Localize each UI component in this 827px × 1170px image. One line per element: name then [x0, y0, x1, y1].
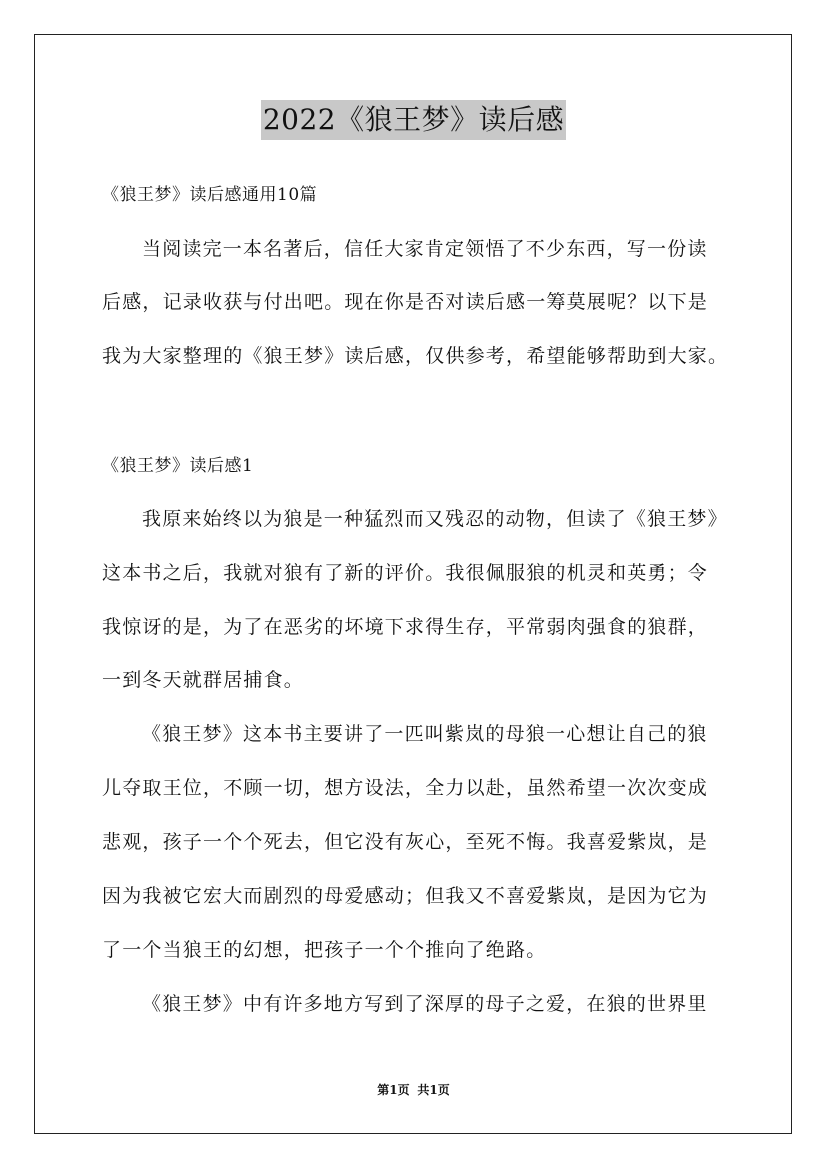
section-heading: 《狼王梦》读后感1 [102, 456, 254, 476]
para3-line-1: 《狼王梦》中有许多地方写到了深厚的母子之爱，在狼的世界里 [142, 993, 708, 1015]
footer-total-num: 1 [429, 1083, 438, 1097]
document-title: 2022《狼王梦》读后感 [261, 100, 566, 140]
page-footer [0, 1082, 827, 1098]
subtitle: 《狼王梦》读后感通用10篇 [102, 185, 318, 205]
para1-line-1: 我原来始终以为狼是一种猛烈而又残忍的动物，但读了《狼王梦》 [142, 508, 728, 530]
intro-line-3: 我为大家整理的《狼王梦》读后感，仅供参考，希望能够帮助到大家。 [102, 345, 729, 367]
para2-line-1: 《狼王梦》这本书主要讲了一匹叫紫岚的母狼一心想让自己的狼 [142, 723, 708, 745]
footer-page-num: 1 [389, 1083, 398, 1097]
footer-page-label-a: 第 [377, 1083, 390, 1097]
footer-page-label-b: 页 [397, 1083, 410, 1097]
para1-line-4: 一到冬天就群居捕食。 [102, 669, 305, 691]
intro-line-1: 当阅读完一本名著后，信任大家肯定领悟了不少东西，写一份读 [142, 238, 708, 260]
para1-line-3: 我惊讶的是，为了在恶劣的坏境下求得生存，平常弱肉强食的狼群， [102, 616, 709, 638]
footer-total-label-b: 页 [437, 1083, 450, 1097]
intro-line-2: 后感，记录收获与付出吧。现在你是否对读后感一筹莫展呢？以下是 [102, 291, 709, 313]
title-container [0, 100, 827, 140]
para2-line-3: 悲观，孩子一个个死去，但它没有灰心，至死不悔。我喜爱紫岚，是 [102, 831, 709, 853]
footer-total-label-a: 共 [417, 1083, 430, 1097]
para1-line-2: 这本书之后，我就对狼有了新的评价。我很佩服狼的机灵和英勇；令 [102, 562, 709, 584]
para2-line-4: 因为我被它宏大而剧烈的母爱感动；但我又不喜爱紫岚，是因为它为 [102, 885, 709, 907]
para2-line-5: 了一个当狼王的幻想，把孩子一个个推向了绝路。 [102, 939, 547, 961]
para2-line-2: 儿夺取王位，不顾一切，想方设法，全力以赴，虽然希望一次次变成 [102, 777, 709, 799]
